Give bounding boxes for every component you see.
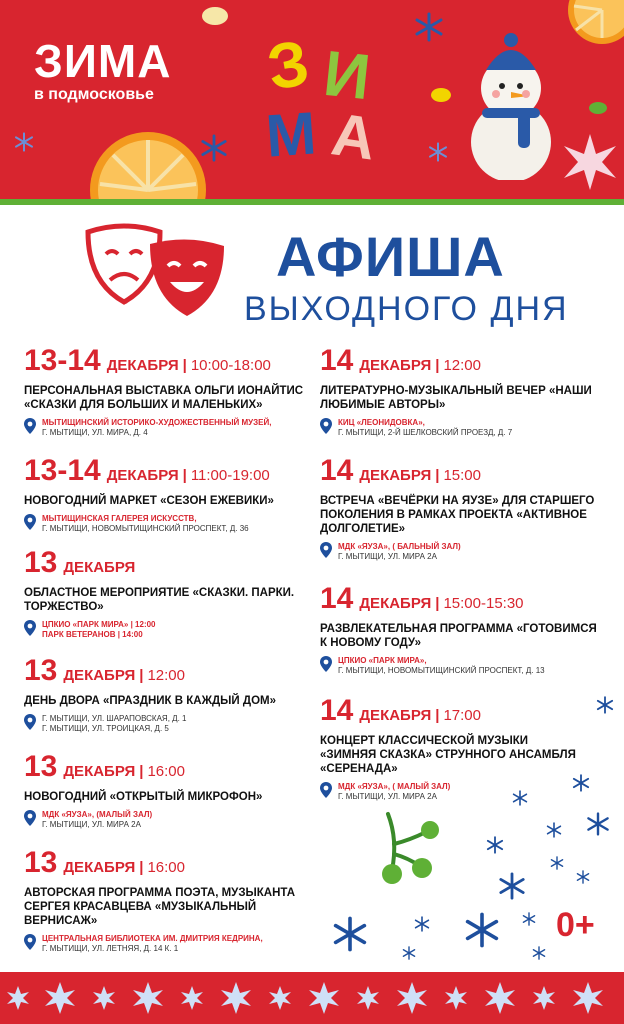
event-card [24,548,314,640]
separator: | [435,595,440,612]
venue-address: Г. МЫТИЩИ, УЛ. МИРА 2А [42,820,141,829]
snowflake-icon [414,916,430,932]
event-time: 17:00 [443,707,481,724]
location-pin-icon [24,620,36,636]
location-pin-icon [24,810,36,826]
separator: | [139,763,144,780]
title-line: ЛЮБИМЫЕ АВТОРЫ» [320,399,446,411]
event-month: ДЕКАБРЯ [359,595,432,612]
snowflake-icon [572,774,590,792]
event-card [24,752,314,830]
event-title [24,384,314,412]
brand-logo [34,35,172,104]
snowflake-icon [596,696,614,714]
event-day: 13 [24,750,58,783]
event-time: 15:00 [443,467,481,484]
venue-address: Г. МЫТИЩИ, НОВОМЫТИЩИНСКИЙ ПРОСПЕКТ, Д. 13 [338,666,545,675]
title-line: РАЗВЛЕКАТЕЛЬНАЯ ПРОГРАММА «ГОТОВИМСЯ [320,623,597,635]
event-card [24,848,314,954]
event-month: ДЕКАБРЯ [63,667,136,684]
title-line: ДОЛГОЛЕТИЕ» [320,523,406,535]
venue-name: МДК «ЯУЗА», (МАЛЫЙ ЗАЛ) [42,810,153,819]
venue-name: ЦПКИО «ПАРК МИРА» | 12:00 [42,620,156,629]
venue-address: Г. МЫТИЩИ, УЛ. МИРА 2А [338,792,437,801]
title-line: ТОРЖЕСТВО» [24,601,104,613]
event-day: 13 [24,846,58,879]
event-venue [320,418,610,438]
title-line: «ЗИМНЯЯ СКАЗКА» СТРУННОГО АНСАМБЛЯ [320,749,576,761]
snowflake-icon [512,790,528,806]
event-title [320,384,610,412]
event-day: 14 [320,454,354,487]
title-line: КОНЦЕРТ КЛАССИЧЕСКОЙ МУЗЫКИ [320,735,529,747]
venue-name: МЫТИЩИНСКИЙ ИСТОРИКО-ХУДОЖЕСТВЕННЫЙ МУЗЕЙ, [42,418,272,427]
separator: | [139,667,144,684]
location-pin-icon [320,418,332,434]
event-venue [24,714,314,734]
logo-letter: М [263,99,319,170]
event-time: 16:00 [147,859,185,876]
brand-title: ЗИМА [34,35,172,87]
snowflake-icon [200,134,228,162]
venue-name: МЫТИЩИНСКАЯ ГАЛЕРЕЯ ИСКУССТВ, [42,514,197,523]
event-month: ДЕКАБРЯ [359,357,432,374]
event-date [24,848,314,883]
theatre-masks-icon [84,222,234,322]
event-venue [24,934,314,954]
event-month: ДЕКАБРЯ [359,707,432,724]
event-card [320,346,610,438]
title-line: НОВОГОДНИЙ «ОТКРЫТЫЙ МИКРОФОН» [24,791,263,803]
title-line: ПЕРСОНАЛЬНАЯ ВЫСТАВКА ОЛЬГИ ИОНАЙТИС [24,385,304,397]
event-venue [24,810,314,830]
event-card [320,584,610,676]
event-month: ДЕКАБРЯ [63,763,136,780]
title-line: ДЕНЬ ДВОРА «ПРАЗДНИК В КАЖДЫЙ ДОМ» [24,695,276,707]
title-line: ОБЛАСТНОЕ МЕРОПРИЯТИЕ «СКАЗКИ. ПАРКИ. [24,587,295,599]
venue-name: МДК «ЯУЗА», ( МАЛЫЙ ЗАЛ) [338,782,451,791]
venue-name: МДК «ЯУЗА», ( БАЛЬНЫЙ ЗАЛ) [338,542,461,551]
event-card [320,456,610,562]
star-ornament-icon [560,132,620,192]
footer-ornament [0,972,624,1024]
event-day: 14 [320,582,354,615]
venue-address: Г. МЫТИЩИ, УЛ. ЛЕТНЯЯ, Д. 14 К. 1 [42,944,179,953]
location-pin-icon [24,934,36,950]
bauble-icon [588,100,608,116]
event-venue [320,656,610,676]
location-pin-icon [24,418,36,434]
venue-address: Г. МЫТИЩИ, УЛ. МИРА, Д. 4 [42,428,148,437]
title-line: ЛИТЕРАТУРНО-МУЗЫКАЛЬНЫЙ ВЕЧЕР «НАШИ [320,385,592,397]
snowflake-icon [576,870,590,884]
snowman-icon [458,30,564,180]
title-line: ВСТРЕЧА «ВЕЧЁРКИ НА ЯУЗЕ» ДЛЯ СТАРШЕГО [320,495,595,507]
bauble-icon [200,4,230,28]
zima-3d-logo [262,28,422,178]
event-card [24,346,314,438]
event-card [24,456,314,534]
event-date [24,456,314,491]
venue-name: ЦПКИО «ПАРК МИРА», [338,656,427,665]
snowflake-icon [428,142,448,162]
event-date [24,656,314,691]
footer-band [0,972,624,1024]
title-line: НОВОГОДНИЙ МАРКЕТ «СЕЗОН ЕЖЕВИКИ» [24,495,274,507]
event-day: 13-14 [24,454,101,487]
event-date [320,584,610,619]
separator: | [139,859,144,876]
event-venue [24,514,314,534]
event-month: ДЕКАБРЯ [359,467,432,484]
snowflake-icon [532,946,546,960]
snowflake-icon [402,946,416,960]
venue-address: Г. МЫТИЩИ, УЛ. ТРОИЦКАЯ, Д. 5 [42,724,169,733]
header-stripe [0,199,624,205]
event-title [320,494,610,536]
bauble-icon [430,86,452,104]
location-pin-icon [320,656,332,672]
event-day: 13-14 [24,344,101,377]
snowflake-icon [332,916,368,952]
separator: | [182,357,187,374]
afisha-subtitle: ВЫХОДНОГО ДНЯ [244,290,569,328]
separator: | [435,357,440,374]
orange-slice-icon [560,0,624,48]
venue-name: ПАРК ВЕТЕРАНОВ | 14:00 [42,630,143,639]
event-date [24,346,314,381]
afisha-title: АФИША [276,225,505,288]
event-day: 14 [320,694,354,727]
location-pin-icon [320,542,332,558]
event-title [320,734,610,776]
event-time: 11:00-19:00 [190,467,270,484]
event-date [320,456,610,491]
title-line: «СЕРЕНАДА» [320,763,398,775]
location-pin-icon [320,782,332,798]
event-card [320,696,610,802]
event-date [24,752,314,787]
title-line: ПОКОЛЕНИЯ В РАМКАХ ПРОЕКТА «АКТИВНОЕ [320,509,587,521]
event-month: ДЕКАБРЯ [63,859,136,876]
event-title [24,790,314,804]
snowflake-icon [486,836,504,854]
event-venue [24,418,314,438]
logo-letter: З [262,26,315,104]
event-date [24,548,314,583]
orange-slice-icon [88,118,208,205]
event-day: 13 [24,654,58,687]
snowflake-icon [586,812,610,836]
event-title [24,494,314,508]
event-venue [320,542,610,562]
event-date [320,346,610,381]
event-title [24,694,314,708]
separator: | [435,707,440,724]
title-line: «СКАЗКИ ДЛЯ БОЛЬШИХ И МАЛЕНЬКИХ» [24,399,263,411]
event-time: 15:00-15:30 [443,595,524,612]
event-day: 14 [320,344,354,377]
venue-address: Г. МЫТИЩИ, УЛ. МИРА 2А [338,552,437,561]
title-line: К НОВОМУ ГОДУ» [320,637,421,649]
event-time: 10:00-18:00 [190,357,271,374]
snowflake-icon [414,12,444,42]
event-month: ДЕКАБРЯ [106,357,179,374]
event-card [24,656,314,734]
location-pin-icon [24,714,36,730]
event-venue [24,620,314,640]
logo-letter: А [327,100,380,173]
snowflake-icon [498,872,526,900]
event-month: ДЕКАБРЯ [106,467,179,484]
snowflake-icon [522,912,536,926]
title-line: ВЕРНИСАЖ» [24,915,98,927]
event-time: 16:00 [147,763,185,780]
venue-name: КИЦ «ЛЕОНИДОВКА», [338,418,425,427]
separator: | [435,467,440,484]
event-day: 13 [24,546,58,579]
brand-subtitle: в подмосковье [34,86,154,103]
venue-address: Г. МЫТИЩИ, 2-Й ШЕЛКОВСКИЙ ПРОЕЗД, Д. 7 [338,428,513,437]
event-time: 12:00 [147,667,185,684]
age-rating: 0+ [556,906,595,944]
event-venue [320,782,610,802]
berry-branch-icon [368,810,448,890]
header-banner [0,0,624,205]
event-title [24,586,314,614]
venue-name: ЦЕНТРАЛЬНАЯ БИБЛИОТЕКА ИМ. ДМИТРИЯ КЕДРИНА, [42,934,263,943]
title-line: СЕРГЕЯ КРАСАВЦЕВА «МУЗЫКАЛЬНЫЙ [24,901,257,913]
snowflake-icon [546,822,562,838]
location-pin-icon [24,514,36,530]
venue-address: Г. МЫТИЩИ, УЛ. ШАРАПОВСКАЯ, Д. 1 [42,714,187,723]
logo-letter: И [320,36,374,114]
event-title [24,886,314,928]
venue-address: Г. МЫТИЩИ, НОВОМЫТИЩИНСКИЙ ПРОСПЕКТ, Д. 36 [42,524,249,533]
snowflake-icon [550,856,564,870]
event-time: 12:00 [443,357,481,374]
snowflake-icon [14,132,34,152]
snowflake-icon [464,912,500,948]
title-line: АВТОРСКАЯ ПРОГРАММА ПОЭТА, МУЗЫКАНТА [24,887,296,899]
event-title [320,622,610,650]
separator: | [182,467,187,484]
event-month: ДЕКАБРЯ [63,559,136,576]
event-date [320,696,610,731]
